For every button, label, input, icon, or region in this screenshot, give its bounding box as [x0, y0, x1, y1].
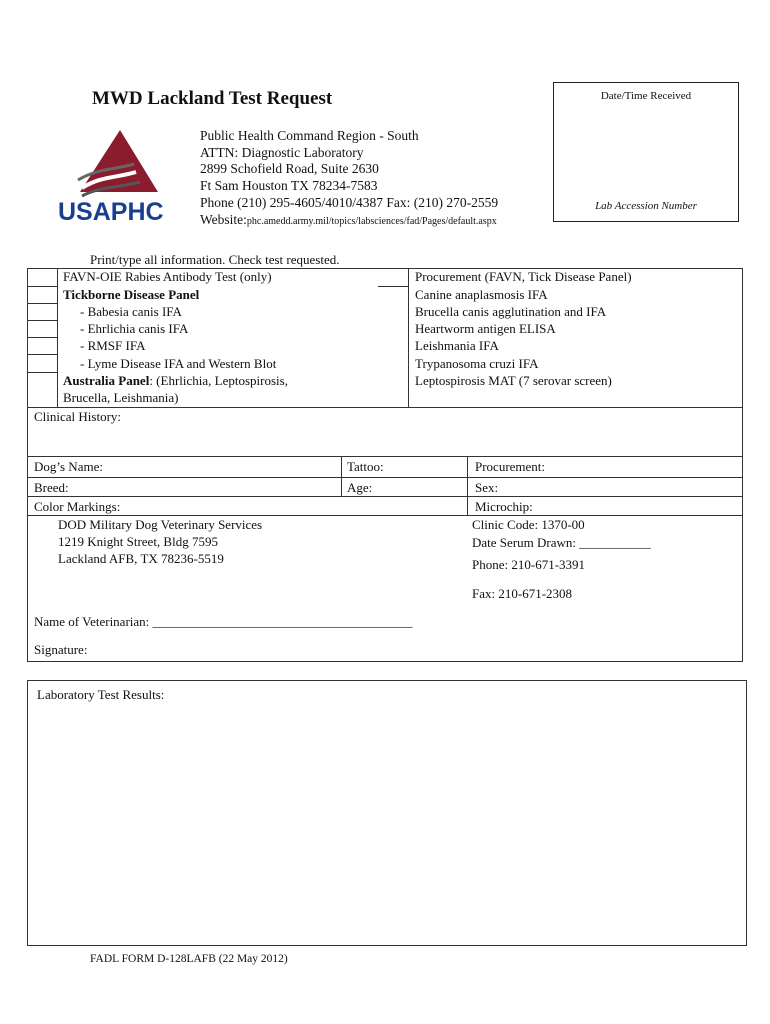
test-australia-panel[interactable]: [63, 373, 288, 389]
checkbox-divider: [27, 320, 58, 321]
checkbox-divider: [27, 286, 58, 287]
checkbox-divider: [378, 286, 409, 287]
tattoo-field[interactable]: Tattoo:: [347, 459, 384, 474]
lab-results-label: Laboratory Test Results:: [37, 687, 165, 702]
test-ehrlichia[interactable]: - Ehrlichia canis IFA: [80, 321, 189, 336]
page-title: MWD Lackland Test Request: [92, 88, 333, 109]
section-divider: [27, 456, 743, 457]
test-babesia[interactable]: - Babesia canis IFA: [80, 304, 182, 319]
test-leishmania[interactable]: Leishmania IFA: [415, 338, 499, 353]
test-leptospirosis[interactable]: Leptospirosis MAT (7 serovar screen): [415, 373, 612, 388]
address-line: Public Health Command Region - South: [200, 128, 419, 143]
clinic-city: Lackland AFB, TX 78236-5519: [58, 551, 224, 566]
website-label: Website:: [200, 211, 247, 227]
logo-text: USAPHC: [58, 198, 164, 226]
section-divider: [27, 515, 743, 516]
column-divider: [467, 456, 468, 516]
australia-panel-desc-line2: Brucella, Leishmania): [63, 390, 179, 405]
test-trypanosoma[interactable]: Trypanosoma cruzi IFA: [415, 356, 539, 371]
microchip-field[interactable]: Microchip:: [475, 499, 533, 514]
section-divider: [27, 477, 743, 478]
clinical-history-field[interactable]: Clinical History:: [34, 409, 122, 424]
column-divider: [341, 456, 342, 497]
section-divider: [27, 661, 743, 662]
checkbox-divider: [27, 303, 58, 304]
address-line: 2899 Schofield Road, Suite 2630: [200, 161, 379, 177]
dogs-name-field[interactable]: Dog’s Name:: [34, 459, 103, 474]
clinic-street: 1219 Knight Street, Bldg 7595: [58, 534, 218, 549]
signature-field[interactable]: Signature:: [34, 642, 88, 657]
checkbox-column-divider: [57, 268, 58, 408]
checkbox-divider: [378, 268, 409, 269]
breed-field[interactable]: Breed:: [34, 480, 69, 495]
date-received-box[interactable]: [553, 82, 739, 222]
address-line: ATTN: Diagnostic Laboratory: [200, 144, 364, 160]
color-markings-field[interactable]: Color Markings:: [34, 499, 121, 514]
clinic-code: Clinic Code: 1370-00: [472, 517, 585, 532]
table-border: [27, 407, 28, 662]
address-line: Phone (210) 295-4605/4010/4387 Fax: (210) 270-2559: [200, 194, 499, 210]
section-divider: [27, 407, 743, 408]
instructions: Print/type all information. Check test requested.: [90, 252, 340, 267]
age-field[interactable]: Age:: [347, 480, 373, 495]
procurement-field[interactable]: Procurement:: [475, 459, 546, 474]
lab-address: [200, 128, 498, 230]
date-received-label: Date/Time Received: [600, 90, 692, 102]
form-number: FADL FORM D-128LAFB (22 May 2012): [90, 953, 288, 965]
lab-results-box[interactable]: [27, 680, 747, 946]
australia-panel-title: Australia Panel: [63, 373, 150, 388]
checkbox-column-divider: [408, 268, 409, 408]
test-heartworm[interactable]: Heartworm antigen ELISA: [415, 321, 556, 336]
clinic-phone: Phone: 210-671-3391: [472, 557, 586, 572]
checkbox-divider: [27, 372, 58, 373]
test-procurement[interactable]: Procurement (FAVN, Tick Disease Panel): [415, 269, 632, 284]
checkbox-divider: [27, 354, 58, 355]
website-url: phc.amedd.army.mil/topics/labsciences/fad/Pages/default.aspx: [246, 215, 497, 227]
table-border: [742, 407, 743, 662]
section-divider: [27, 496, 743, 497]
veterinarian-name-field[interactable]: Name of Veterinarian: ________________________________________: [34, 614, 413, 629]
usaphc-logo: [56, 128, 186, 228]
test-favn[interactable]: FAVN-OIE Rabies Antibody Test (only): [63, 269, 272, 284]
test-lyme[interactable]: - Lyme Disease IFA and Western Blot: [80, 356, 277, 371]
date-serum-drawn-field[interactable]: Date Serum Drawn: ___________: [472, 535, 651, 550]
test-anaplasmosis[interactable]: Canine anaplasmosis IFA: [415, 287, 548, 302]
table-border: [742, 268, 743, 408]
address-line: Ft Sam Houston TX 78234-7583: [200, 178, 378, 194]
test-rmsf[interactable]: - RMSF IFA: [80, 338, 146, 353]
tick-panel-title[interactable]: Tickborne Disease Panel: [63, 287, 200, 302]
test-brucella[interactable]: Brucella canis agglutination and IFA: [415, 304, 607, 319]
clinic-fax: Fax: 210-671-2308: [472, 586, 573, 601]
australia-panel-desc: : (Ehrlichia, Leptospirosis,: [149, 373, 288, 388]
clinic-name: DOD Military Dog Veterinary Services: [58, 517, 263, 532]
sex-field[interactable]: Sex:: [475, 480, 499, 495]
checkbox-divider: [27, 337, 58, 338]
table-border: [27, 268, 28, 408]
accession-label: Lab Accession Number: [595, 200, 697, 212]
